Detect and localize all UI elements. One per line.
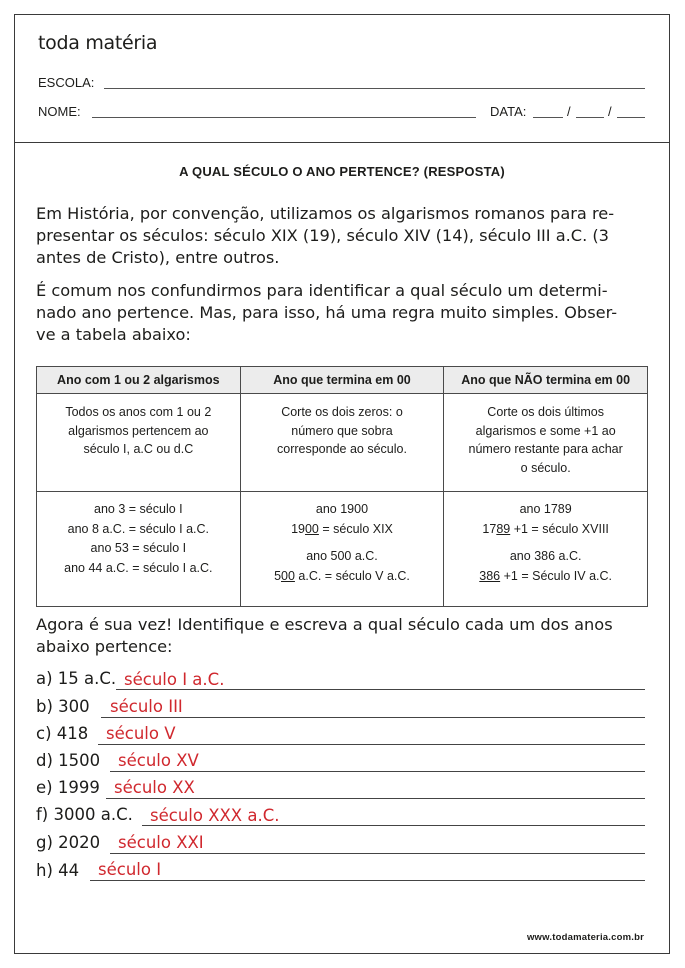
exercise-question: a) 15 a.C.: [36, 669, 117, 688]
table-header: Ano que NÃO termina em 00: [444, 367, 648, 394]
date-label: DATA:: [490, 104, 527, 119]
date-year-field[interactable]: [617, 117, 645, 118]
date-month-field[interactable]: [576, 117, 604, 118]
exercise-question: c) 418: [36, 724, 89, 743]
rule-cell: Corte os dois últimos algarismos e some +1 ao número restante para achar o século.: [444, 394, 648, 492]
worksheet-title: A QUAL SÉCULO O ANO PERTENCE? (RESPOSTA): [179, 164, 505, 179]
answer-line[interactable]: [110, 853, 645, 854]
answer-line[interactable]: [101, 717, 645, 718]
date-separator: /: [567, 104, 571, 119]
table-header: Ano que termina em 00: [240, 367, 444, 394]
exercise-question: b) 300: [36, 697, 90, 716]
example-cell: ano 1789 1789 +1 = século XVIII ano 386 a.C. 386 +1 = Século IV a.C.: [444, 492, 648, 607]
answer-text: século XXX a.C.: [150, 806, 280, 825]
answer-line[interactable]: [90, 880, 645, 881]
name-label: NOME:: [38, 104, 81, 119]
date-separator: /: [608, 104, 612, 119]
exercise-question: f) 3000 a.C.: [36, 805, 133, 824]
table-row-rules: [37, 394, 648, 492]
logo: toda matéria: [38, 32, 158, 54]
century-rules-table: [36, 366, 648, 607]
exercise-question: d) 1500: [36, 751, 101, 770]
answer-line[interactable]: [116, 689, 645, 690]
exercise-question: e) 1999: [36, 778, 100, 797]
intro-paragraph-2: É comum nos confundirmos para identificar a qual século um determi- nado ano pertence. Mas, para isso, há uma regra muito simples. Obser- ve a tabela abaixo:: [36, 281, 618, 344]
date-day-field[interactable]: [533, 117, 563, 118]
answer-text: século XX: [114, 778, 195, 797]
example-cell: ano 1900 1900 = século XIX ano 500 a.C. 500 a.C. = século V a.C.: [240, 492, 444, 607]
school-field[interactable]: [104, 88, 645, 89]
intro-paragraph-1: Em História, por convenção, utilizamos os algarismos romanos para re- presentar os séculos: século XIX (19), século XIV (14), século III a.C. (3 antes de Cristo), entre outros.: [36, 204, 615, 267]
answer-text: século XXI: [118, 833, 204, 852]
table-header: Ano com 1 ou 2 algarismos: [37, 367, 241, 394]
table-row-examples: [37, 492, 648, 607]
exercise-intro: Agora é sua vez! Identifique e escreva a qual século cada um dos anos abaixo pertence:: [36, 615, 613, 656]
answer-line[interactable]: [110, 771, 645, 772]
example-cell: ano 3 = século I ano 8 a.C. = século I a.C. ano 53 = século I ano 44 a.C. = século I a.C.: [37, 492, 241, 607]
answer-text: século I: [98, 860, 162, 879]
exercise-question: h) 44: [36, 861, 80, 880]
answer-text: século I a.C.: [124, 670, 225, 689]
rule-cell: Todos os anos com 1 ou 2 algarismos pertencem ao século I, a.C ou d.C: [37, 394, 241, 492]
table-header-row: [37, 367, 648, 394]
rule-cell: Corte os dois zeros: o número que sobra corresponde ao século.: [240, 394, 444, 492]
answer-line[interactable]: [98, 744, 645, 745]
footer-url: www.todamateria.com.br: [526, 932, 644, 943]
answer-text: século III: [110, 697, 183, 716]
answer-text: século V: [106, 724, 176, 743]
name-field[interactable]: [92, 117, 476, 118]
school-label: ESCOLA:: [38, 75, 95, 90]
answer-line[interactable]: [142, 825, 645, 826]
answer-text: século XV: [118, 751, 199, 770]
answer-line[interactable]: [106, 798, 645, 799]
header-separator: [14, 142, 670, 143]
exercise-question: g) 2020: [36, 833, 101, 852]
